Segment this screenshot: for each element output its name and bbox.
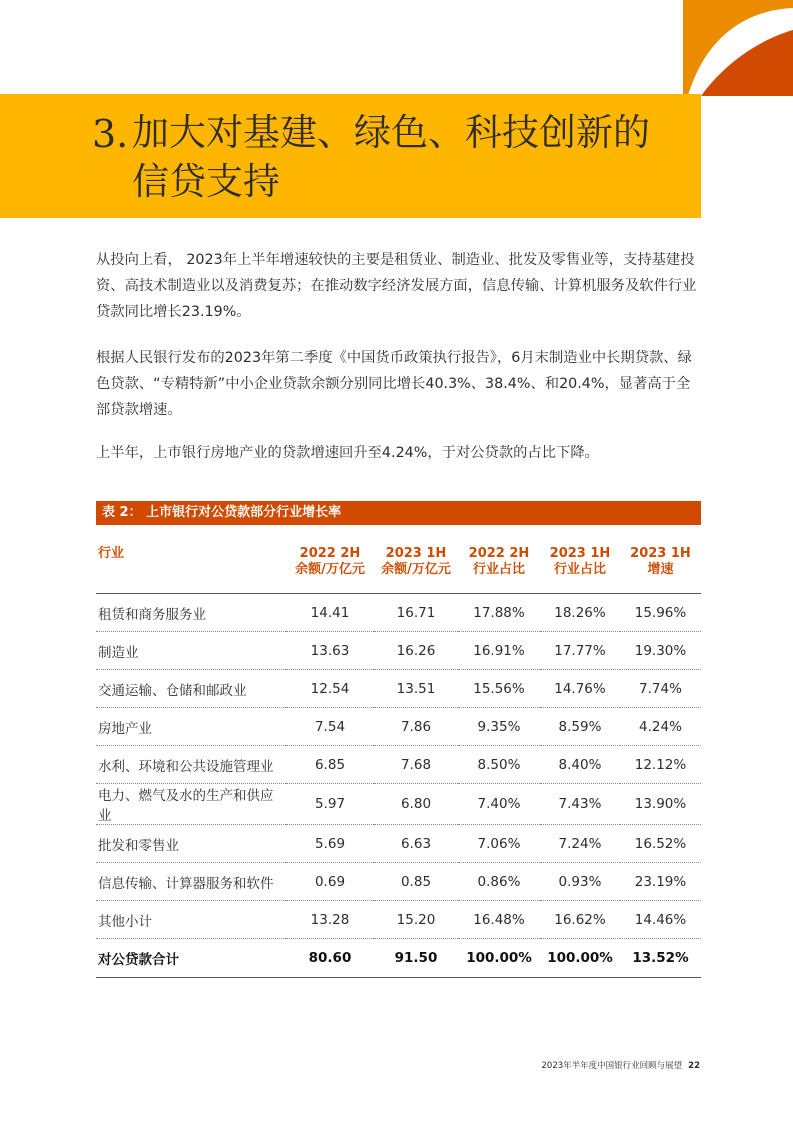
corner-decoration [683,0,793,96]
cell-value: 12.12% [620,746,701,784]
header-2022-2h-balance: 2022 2H 余额/万亿元 [286,540,374,594]
table-header-row [96,540,701,594]
paragraph-2: 根据人民银行发布的2023年第二季度《中国货币政策执行报告》，6月末制造业中长期贷款、绿色贷款、“专精特新”中小企业贷款余额分别同比增长40.3%、38.4%、和20.4%，显著高于全部贷款增速。 [96,350,692,418]
page-footer [542,1059,700,1071]
cell-value: 4.24% [620,708,701,746]
cell-total-value: 80.60 [286,939,374,978]
cell-value: 16.71 [374,594,458,632]
cell-value: 6.63 [374,825,458,863]
cell-value: 7.74% [620,670,701,708]
paragraph-3: 上半年，上市银行房地产业的贷款增速回升至4.24%，于对公贷款的占比下降。 [96,445,599,461]
header-2023-1h-share: 2023 1H 行业占比 [540,540,620,594]
cell-value: 23.19% [620,863,701,901]
table-row [96,632,701,670]
cell-value: 13.51 [374,670,458,708]
cell-value: 7.68 [374,746,458,784]
cell-industry: 其他小计 [96,901,286,939]
cell-value: 6.85 [286,746,374,784]
cell-value: 17.77% [540,632,620,670]
cell-value: 13.63 [286,632,374,670]
cell-value: 15.20 [374,901,458,939]
cell-value: 5.97 [286,784,374,825]
paragraph-1: 从投向上看， 2023年上半年增速较快的主要是租赁业、制造业、批发及零售业等，支持基建投资、高技术制造业以及消费复苏；在推动数字经济发展方面，信息传输、计算机服务及软件行业贷款同比增长23.19%。 [96,252,697,320]
cell-value: 19.30% [620,632,701,670]
cell-industry: 交通运输、仓储和邮政业 [96,670,286,708]
table-total-row [96,939,701,978]
cell-industry: 租赁和商务服务业 [96,594,286,632]
cell-value: 16.91% [458,632,540,670]
cell-value: 5.69 [286,825,374,863]
cell-industry: 房地产业 [96,708,286,746]
cell-industry: 制造业 [96,632,286,670]
cell-value: 7.86 [374,708,458,746]
table-caption: 表 2： 上市银行对公贷款部分行业增长率 [96,501,701,525]
industry-growth-table [96,540,701,978]
table-row [96,825,701,863]
cell-value: 16.52% [620,825,701,863]
cell-value: 7.43% [540,784,620,825]
cell-value: 13.90% [620,784,701,825]
table-row [96,708,701,746]
cell-total-value: 100.00% [458,939,540,978]
cell-industry: 电力、燃气及水的生产和供应业 [96,784,286,825]
cell-value: 14.46% [620,901,701,939]
cell-value: 0.69 [286,863,374,901]
cell-value: 13.28 [286,901,374,939]
header-industry: 行业 [96,540,286,594]
section-title-line-2: 信贷支持 [132,160,280,203]
cell-industry: 水利、环境和公共设施管理业 [96,746,286,784]
cell-value: 7.40% [458,784,540,825]
cell-value: 12.54 [286,670,374,708]
table-row [96,784,701,825]
cell-value: 16.48% [458,901,540,939]
cell-value: 8.40% [540,746,620,784]
cell-industry: 批发和零售业 [96,825,286,863]
cell-value: 14.76% [540,670,620,708]
cell-value: 17.88% [458,594,540,632]
cell-value: 8.59% [540,708,620,746]
cell-value: 15.96% [620,594,701,632]
cell-value: 16.62% [540,901,620,939]
footer-title: 2023年半年度中国银行业回顾与展望 [541,1061,683,1071]
cell-total-value: 100.00% [540,939,620,978]
page-number: 22 [688,1061,700,1071]
cell-value: 16.26 [374,632,458,670]
cell-industry: 信息传输、计算器服务和软件 [96,863,286,901]
cell-value: 6.80 [374,784,458,825]
header-2022-2h-share: 2022 2H 行业占比 [458,540,540,594]
cell-value: 7.06% [458,825,540,863]
table-row [96,594,701,632]
cell-value: 8.50% [458,746,540,784]
cell-total-label: 对公贷款合计 [96,939,286,978]
section-number: 3. [92,112,129,156]
header-2023-1h-growth: 2023 1H 增速 [620,540,701,594]
section-title [132,108,692,206]
cell-value: 0.93% [540,863,620,901]
header-2023-1h-balance: 2023 1H 余额/万亿元 [374,540,458,594]
table-row [96,670,701,708]
cell-value: 15.56% [458,670,540,708]
cell-value: 0.85 [374,863,458,901]
cell-total-value: 91.50 [374,939,458,978]
cell-value: 9.35% [458,708,540,746]
cell-value: 0.86% [458,863,540,901]
table-row [96,863,701,901]
section-title-line-1: 加大对基建、绿色、科技创新的 [132,111,650,154]
cell-value: 7.54 [286,708,374,746]
cell-value: 18.26% [540,594,620,632]
table-row [96,901,701,939]
cell-total-value: 13.52% [620,939,701,978]
table-row [96,746,701,784]
cell-value: 14.41 [286,594,374,632]
cell-value: 7.24% [540,825,620,863]
